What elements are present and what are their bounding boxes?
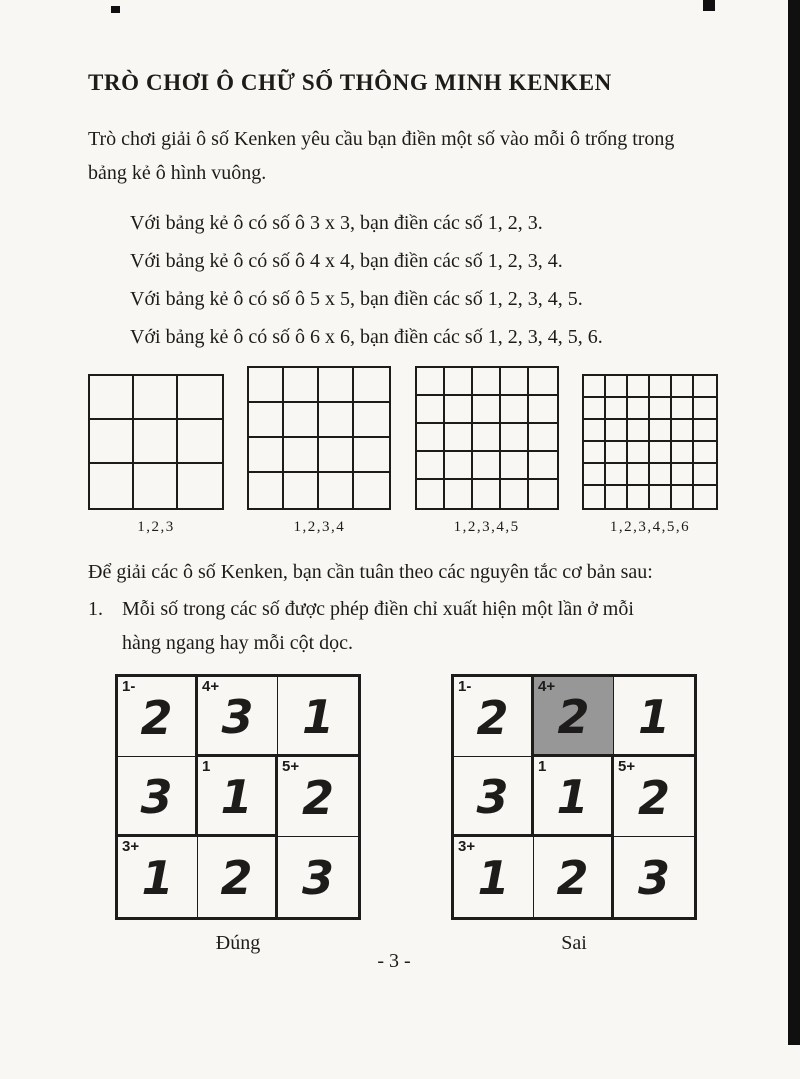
empty-cell — [249, 438, 284, 473]
empty-cell — [319, 368, 354, 403]
rule-1-text: Mỗi số trong các số được phép điền chỉ xuất hiện một lần ở mỗi hàng ngang hay mỗi cột dọc. — [122, 598, 634, 654]
empty-cell — [650, 486, 672, 508]
empty-cell — [249, 403, 284, 438]
kenken-cell — [454, 677, 534, 757]
empty-cell — [178, 376, 222, 420]
scan-artifact-top-left — [111, 6, 120, 13]
kenken-cell — [278, 837, 358, 917]
empty-cell — [284, 473, 319, 508]
empty-cell — [628, 464, 650, 486]
cage-label: 4+ — [202, 678, 220, 695]
empty-cell — [501, 424, 529, 452]
empty-cell — [319, 473, 354, 508]
kenken-example-wrong — [451, 674, 697, 955]
empty-grid-label: 1,2,3,4,5,6 — [609, 519, 691, 535]
cell-value: 3 — [221, 689, 254, 744]
empty-grid-figure-4x4 — [247, 366, 391, 536]
empty-cell — [249, 473, 284, 508]
cell-value: 3 — [301, 851, 334, 905]
empty-cell — [672, 376, 694, 398]
empty-cell — [134, 464, 178, 508]
empty-cell — [445, 368, 473, 396]
page-title: TRÒ CHƠI Ô CHỮ SỐ THÔNG MINH KENKEN — [88, 70, 612, 95]
cell-value: 1 — [141, 851, 174, 905]
empty-cell — [694, 398, 716, 420]
empty-grid-5x5 — [415, 366, 559, 510]
empty-cell — [90, 464, 134, 508]
empty-grid-3x3 — [88, 374, 224, 510]
kenken-grid-correct — [115, 674, 361, 920]
cage-label: 1 — [202, 758, 211, 775]
empty-cell — [584, 442, 606, 464]
kenken-cell — [118, 677, 198, 757]
kenken-cell — [534, 837, 614, 917]
page-number: - 3 - — [377, 950, 411, 972]
empty-cell — [354, 438, 389, 473]
kenken-cell — [614, 677, 694, 757]
empty-cell — [672, 464, 694, 486]
kenken-cell — [534, 757, 614, 837]
empty-cell — [584, 464, 606, 486]
empty-cell — [628, 442, 650, 464]
size-rule-line: Với bảng kẻ ô có số ô 6 x 6, bạn điền các số 1, 2, 3, 4, 5, 6. — [130, 326, 603, 348]
kenken-cell — [198, 837, 278, 917]
cell-value: 1 — [637, 689, 670, 744]
empty-cell — [628, 376, 650, 398]
empty-cell — [501, 452, 529, 480]
empty-cell — [650, 398, 672, 420]
cell-value: 2 — [476, 690, 509, 745]
empty-grid-label: 1,2,3,4 — [293, 519, 346, 535]
empty-grid-4x4 — [247, 366, 391, 510]
empty-cell — [628, 486, 650, 508]
empty-cell — [473, 368, 501, 396]
empty-cell — [354, 473, 389, 508]
kenken-cell — [198, 757, 278, 837]
empty-cell — [284, 403, 319, 438]
empty-cell — [694, 442, 716, 464]
empty-cell — [417, 368, 445, 396]
empty-cell — [445, 452, 473, 480]
empty-cell — [694, 486, 716, 508]
empty-cell — [501, 368, 529, 396]
empty-cell — [473, 396, 501, 424]
empty-cell — [529, 396, 557, 424]
empty-cell — [584, 398, 606, 420]
cage-label: 3+ — [122, 838, 140, 855]
cell-value: 2 — [140, 690, 173, 745]
kenken-cell — [614, 837, 694, 917]
empty-cell — [606, 486, 628, 508]
empty-cell — [90, 420, 134, 464]
cage-label: 3+ — [458, 838, 476, 855]
empty-cell — [694, 376, 716, 398]
kenken-cell — [278, 677, 358, 757]
empty-cell — [529, 368, 557, 396]
empty-grid-label: 1,2,3 — [137, 519, 175, 535]
empty-cell — [284, 438, 319, 473]
cell-value: 2 — [220, 851, 253, 905]
example-caption-wrong: Sai — [561, 932, 587, 954]
cage-label: 1- — [122, 678, 136, 695]
cage-label: 1- — [458, 678, 472, 695]
empty-cell — [650, 464, 672, 486]
rules-intro-paragraph: Để giải các ô số Kenken, bạn cần tuân theo các nguyên tắc cơ bản sau: — [88, 561, 653, 583]
kenken-cell — [454, 757, 534, 837]
empty-cell — [249, 368, 284, 403]
empty-cell — [529, 452, 557, 480]
empty-cell — [628, 420, 650, 442]
empty-grid-figure-6x6 — [582, 374, 718, 536]
empty-cell — [672, 398, 694, 420]
empty-grid-figure-3x3 — [88, 374, 224, 536]
empty-cell — [694, 420, 716, 442]
empty-cell — [606, 376, 628, 398]
empty-cell — [501, 396, 529, 424]
cage-label: 5+ — [618, 758, 636, 775]
empty-cell — [90, 376, 134, 420]
empty-cell — [134, 420, 178, 464]
kenken-cell — [278, 757, 358, 837]
cell-value: 1 — [556, 769, 589, 824]
empty-cell — [284, 368, 319, 403]
cell-value: 3 — [140, 769, 173, 824]
intro-paragraph: Trò chơi giải ô số Kenken yêu cầu bạn điền một số vào mỗi ô trống trong bảng kẻ ô hình vuông. — [88, 128, 675, 184]
size-rule-line: Với bảng kẻ ô có số ô 4 x 4, bạn điền các số 1, 2, 3, 4. — [130, 250, 563, 272]
empty-cell — [606, 464, 628, 486]
empty-cell — [672, 442, 694, 464]
empty-grid-label: 1,2,3,4,5 — [453, 519, 520, 535]
empty-cell — [606, 420, 628, 442]
kenken-cell — [614, 757, 694, 837]
cell-value: 1 — [477, 851, 510, 905]
empty-cell — [417, 480, 445, 508]
size-rule-line: Với bảng kẻ ô có số ô 5 x 5, bạn điền các số 1, 2, 3, 4, 5. — [130, 288, 583, 310]
empty-cell — [178, 464, 222, 508]
empty-cell — [672, 486, 694, 508]
rule-1-number: 1. — [88, 598, 103, 620]
empty-cell — [694, 464, 716, 486]
empty-cell — [354, 403, 389, 438]
scan-artifact-top-right — [703, 0, 715, 11]
scan-artifact-right-bar — [788, 0, 800, 1045]
cell-value: 1 — [301, 689, 334, 744]
empty-cell — [417, 396, 445, 424]
empty-cell — [650, 442, 672, 464]
empty-cell — [650, 376, 672, 398]
kenken-cell — [454, 837, 534, 917]
example-caption-correct: Đúng — [215, 932, 261, 954]
empty-cell — [650, 420, 672, 442]
empty-cell — [417, 452, 445, 480]
empty-cell — [354, 368, 389, 403]
empty-cell — [606, 442, 628, 464]
empty-cell — [319, 438, 354, 473]
kenken-cell — [118, 837, 198, 917]
empty-grid-figure-5x5 — [415, 366, 559, 536]
empty-cell — [606, 398, 628, 420]
empty-cell — [178, 420, 222, 464]
kenken-grid-wrong — [451, 674, 697, 920]
kenken-cell — [118, 757, 198, 837]
rule-1 — [88, 592, 718, 660]
empty-grid-6x6 — [582, 374, 718, 510]
empty-cell — [445, 480, 473, 508]
cell-value: 2 — [637, 770, 670, 825]
kenken-example-correct — [115, 674, 361, 955]
empty-cell — [672, 420, 694, 442]
empty-cell — [529, 480, 557, 508]
empty-cell — [529, 424, 557, 452]
cell-value: 3 — [637, 851, 670, 905]
empty-cell — [473, 480, 501, 508]
empty-cell — [417, 424, 445, 452]
cell-value: 2 — [557, 689, 590, 744]
empty-cell — [445, 396, 473, 424]
cage-label: 5+ — [282, 758, 300, 775]
empty-cell — [501, 480, 529, 508]
empty-cell — [628, 398, 650, 420]
size-rules-list — [130, 204, 718, 356]
cage-label: 4+ — [538, 678, 556, 695]
empty-cell — [319, 403, 354, 438]
cage-label: 1 — [538, 758, 547, 775]
empty-cell — [584, 376, 606, 398]
empty-grids-row — [88, 366, 718, 536]
empty-cell — [134, 376, 178, 420]
kenken-examples-row — [88, 674, 718, 955]
cell-value: 1 — [220, 769, 253, 824]
cell-value: 2 — [556, 851, 589, 905]
kenken-cell — [534, 677, 614, 757]
empty-cell — [584, 420, 606, 442]
empty-cell — [473, 452, 501, 480]
kenken-cell — [198, 677, 278, 757]
cell-value: 2 — [301, 770, 334, 825]
empty-cell — [445, 424, 473, 452]
empty-cell — [473, 424, 501, 452]
size-rule-line: Với bảng kẻ ô có số ô 3 x 3, bạn điền các số 1, 2, 3. — [130, 212, 543, 234]
cell-value: 3 — [476, 769, 509, 824]
empty-cell — [584, 486, 606, 508]
